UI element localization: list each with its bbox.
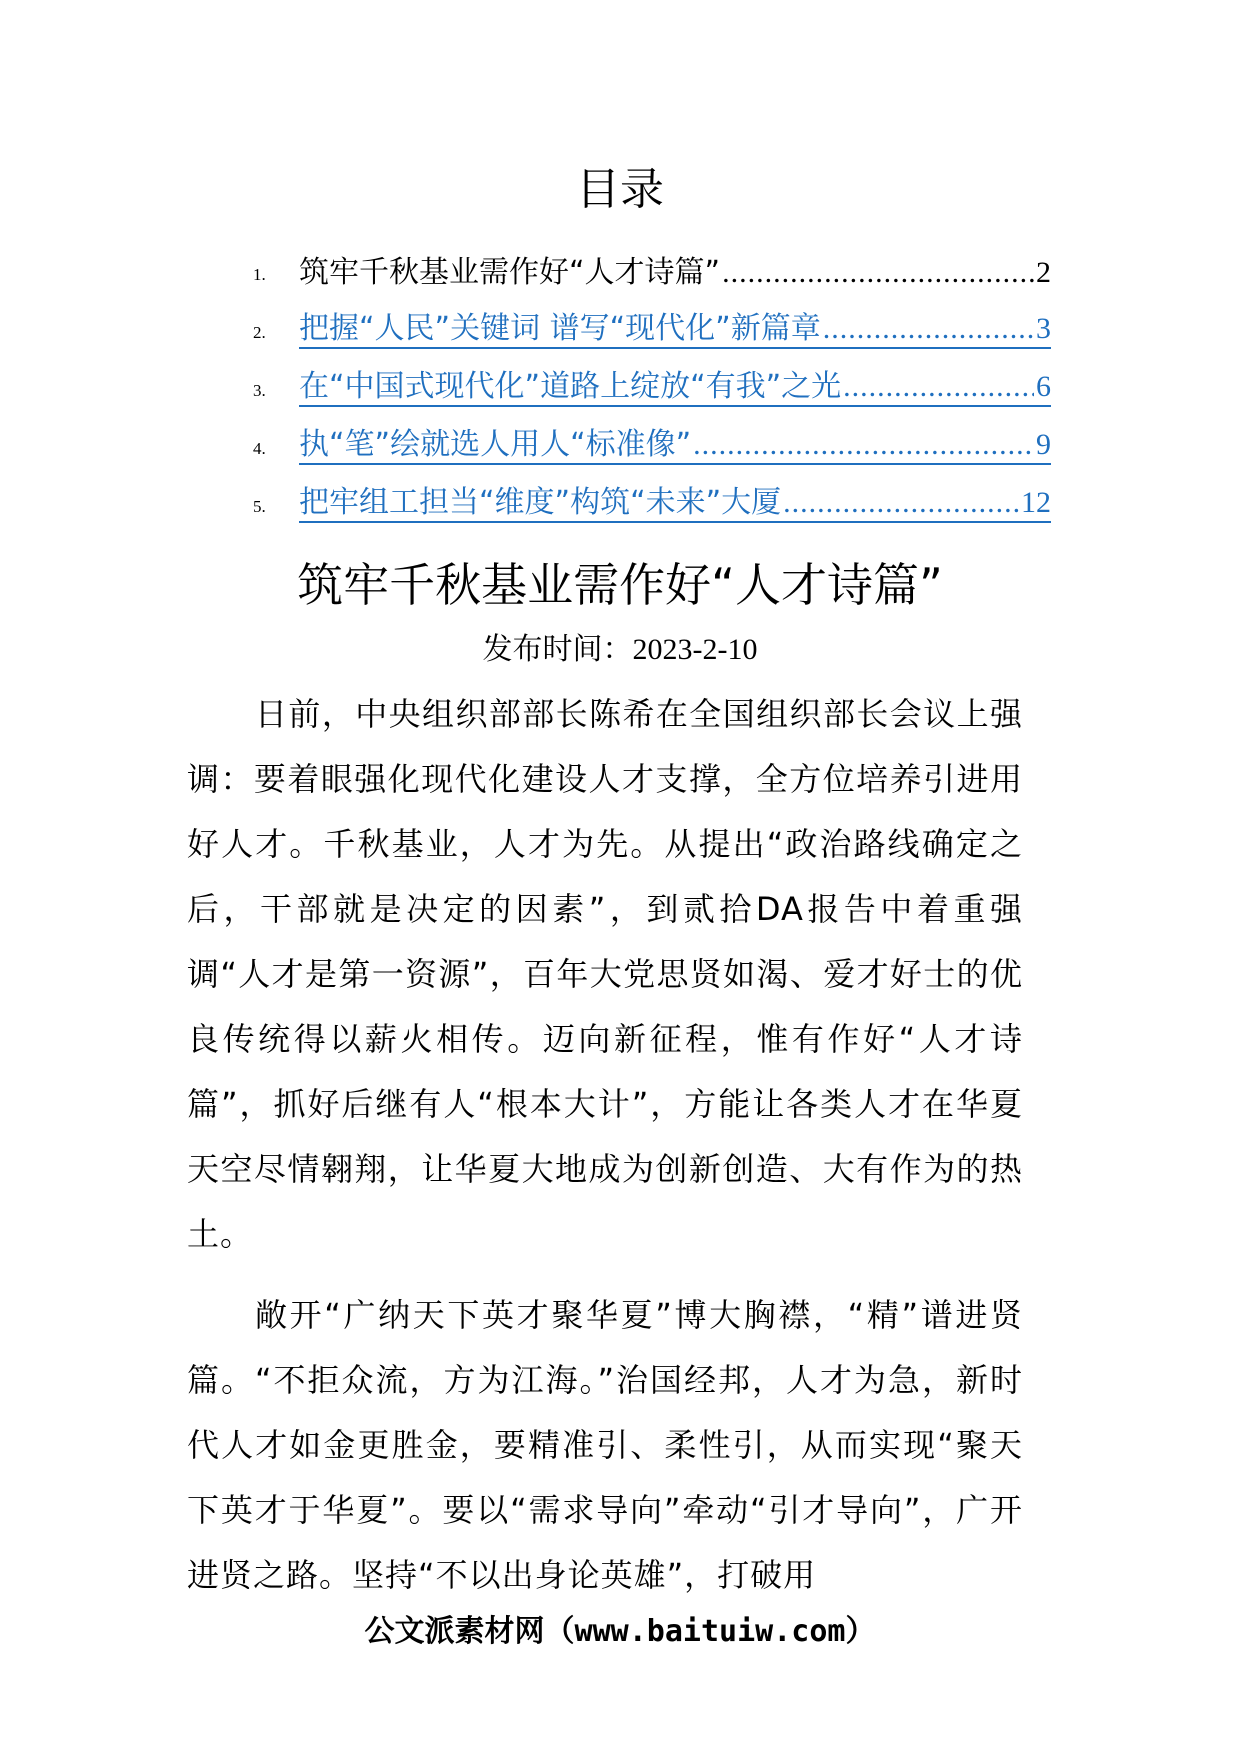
article-paragraph: 日前，中央组织部部长陈希在全国组织部长会议上强调：要着眼强化现代化建设人才支撑，全方位培养引进用好人才。千秋基业，人才为先。从提出“政治路线确定之后，干部就是决定的因素”，到贰拾DA报告中着重强调“人才是第一资源”，百年大党思贤如渴、爱才好士的优良传统得以薪火相传。迈向新征程，惟有作好“人才诗篇”，抓好后继有人“根本大计”，方能让各类人才在华夏天空尽情翱翔，让华夏大地成为创新创造、大有作为的热土。: [187, 695, 1023, 1253]
toc-item-title[interactable]: 在“中国式现代化”道路上绽放“有我”之光: [299, 369, 842, 404]
toc-item-page: 2: [1036, 256, 1051, 289]
toc-item[interactable]: [0, 243, 1240, 293]
article-body: [187, 682, 1023, 1624]
article-title: 筑牢千秋基业需作好“人才诗篇”: [297, 558, 943, 612]
toc-leader-dots: [722, 256, 1034, 290]
publish-info: [0, 628, 1240, 672]
toc-leader-dots: [823, 312, 1034, 346]
toc-item-link[interactable]: [0, 301, 1240, 351]
toc-item-number: 2.: [253, 323, 266, 342]
toc-leader-dots: [783, 486, 1019, 520]
toc-item-link[interactable]: [0, 359, 1240, 409]
toc-item-line[interactable]: [299, 303, 1051, 349]
toc-item-page[interactable]: 9: [1036, 428, 1051, 461]
toc-item-line: [299, 247, 1051, 291]
toc-item-title[interactable]: 执“笔”绘就选人用人“标准像”: [299, 427, 692, 462]
footer-watermark: [0, 1610, 1240, 1654]
toc-item-link[interactable]: [0, 417, 1240, 467]
footer-site-name: 公文派素材网: [364, 1614, 545, 1649]
toc-item-number: 3.: [253, 381, 266, 400]
toc-item-number: 1.: [253, 265, 266, 284]
toc-item-page[interactable]: 12: [1021, 486, 1051, 519]
publish-label: 发布时间：: [482, 632, 633, 667]
toc-item-title[interactable]: 把握“人民”关键词 谱写“现代化”新篇章: [299, 311, 821, 346]
toc-item-title: 筑牢千秋基业需作好“人才诗篇”: [299, 255, 721, 290]
toc-item-link[interactable]: [0, 475, 1240, 525]
publish-date: 2023-2-10: [632, 633, 758, 666]
toc-item-page[interactable]: 3: [1036, 312, 1051, 345]
toc-title: 目录: [576, 164, 664, 215]
toc-item-number: 4.: [253, 439, 266, 458]
toc-leader-dots: [843, 370, 1034, 404]
footer-url: （www.baituiw.com）: [544, 1614, 876, 1649]
toc-item-number: 5.: [253, 497, 266, 516]
toc-item-line[interactable]: [299, 419, 1051, 465]
article-paragraph: 敞开“广纳天下英才聚华夏”博大胸襟，“精”谱进贤篇。“不拒众流，方为江海。”治国经邦，人才为急，新时代人才如金更胜金，要精准引、柔性引，从而实现“聚天下英才于华夏”。要以“需求导向”牵动“引才导向”，广开进贤之路。坚持“不以出身论英雄”，打破用: [187, 1296, 1023, 1594]
toc-item-line[interactable]: [299, 361, 1051, 407]
toc-item-page[interactable]: 6: [1036, 370, 1051, 403]
toc-item-line[interactable]: [299, 477, 1051, 523]
toc-leader-dots: [693, 428, 1034, 462]
toc-item-title[interactable]: 把牢组工担当“维度”构筑“未来”大厦: [299, 485, 782, 520]
